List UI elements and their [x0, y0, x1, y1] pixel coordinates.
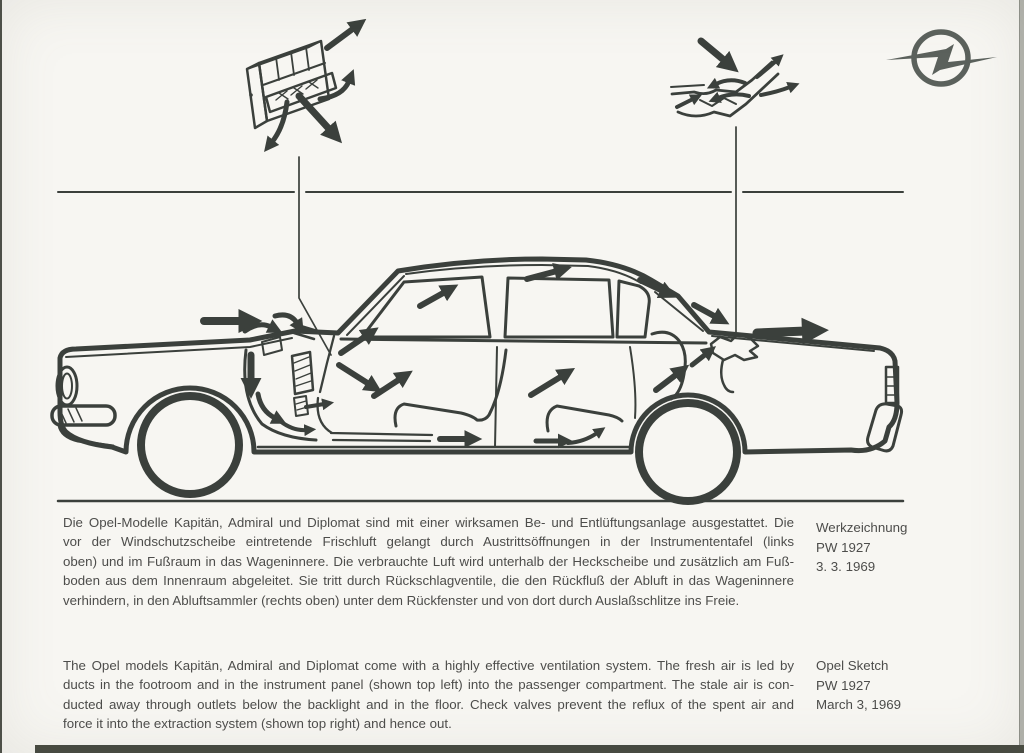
reference-date: March 3, 1969 — [816, 697, 902, 712]
frame-rules — [58, 192, 903, 501]
body-outline — [60, 259, 897, 452]
photo-edge-bottom — [35, 745, 1024, 753]
extraction-collector-detail — [711, 334, 758, 392]
reference-title: Werkzeichnung — [816, 520, 908, 535]
rear-wheel — [639, 403, 737, 501]
drawing-reference-english — [816, 656, 901, 715]
caption-english — [63, 656, 794, 734]
caption-english-line: ducted away through outlets below the backlight and in the floor. Check valves prevent the reflux of the spent air and — [63, 696, 794, 712]
leader-lines — [299, 127, 743, 355]
reference-number: PW 1927 — [816, 539, 871, 555]
fresh-air-distribution-box-icon — [247, 28, 354, 142]
reference-date: 3. 3. 1969 — [816, 559, 876, 574]
caption-german-line: Die Opel-Modelle Kapitän, Admiral und Diplomat sind mit einer wirksamen Be- und Entlüftungsanlage ausgestattet. Die — [63, 515, 794, 530]
photo-edge-left — [0, 0, 2, 753]
caption-german-line: boden aus dem Innenraum abgeleitet. Sie tritt durch Rückschlagventile, die den Rückfluß der Abluft in das Wageninnere — [63, 573, 794, 589]
front-wheel — [141, 396, 239, 494]
photo-edge-right — [1019, 0, 1024, 753]
rear-door-window — [505, 278, 613, 337]
caption-english-line: The Opel models Kapitän, Admiral and Diplomat come with a highly effective ventilation system. The fresh air is led by — [63, 658, 794, 673]
reference-title: Opel Sketch — [816, 658, 889, 673]
caption-german-line: verhindern, in den Abluftsammler (rechts oben) unter dem Rückfenster und von dort durch Auslaßschlitze ins Freie. — [63, 592, 740, 608]
opel-blitz-emblem — [886, 32, 997, 84]
caption-english-line: force it into the extraction system (shown top right) and hence out. — [63, 716, 452, 732]
caption-english-line: ducts in the footroom and in the instrument panel (shown top left) into the passenger compartment. The stale air is con- — [63, 677, 794, 693]
caption-german-line: vor der Windschutzscheibe eintretende Frischluft gelangt durch Austrittsöffnungen in der Instrumententafel (links — [63, 534, 794, 550]
caption-german-line: oben) und im Fußraum in das Wageninnere. Die verbrauchte Luft wird unterhalb der Heckscheibe und zusätzlich am Fuß- — [63, 553, 794, 569]
air-extraction-duct-icon — [671, 41, 790, 116]
reference-number: PW 1927 — [816, 677, 871, 693]
quarter-window — [617, 281, 649, 337]
car-side-view — [52, 259, 902, 501]
drawing-reference-german — [816, 518, 907, 577]
front-seat — [395, 350, 506, 426]
caption-german — [63, 513, 794, 610]
firewall — [245, 350, 316, 440]
